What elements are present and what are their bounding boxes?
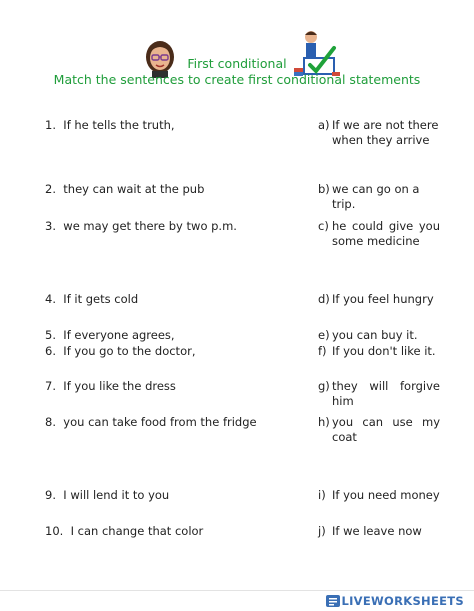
item-text: we can go on a trip. bbox=[332, 182, 420, 211]
item-text: If we are not there bbox=[332, 118, 439, 132]
item-number: 2. bbox=[45, 182, 56, 196]
item-letter: j) bbox=[318, 524, 326, 538]
teacher-checkmark-icon bbox=[294, 28, 340, 78]
right-item-a bbox=[318, 118, 440, 148]
right-item-i bbox=[318, 488, 440, 503]
item-text: you can buy it. bbox=[332, 328, 418, 342]
item-text: you can use my bbox=[332, 415, 440, 429]
footer-bar bbox=[0, 590, 474, 611]
item-letter: g) bbox=[318, 379, 330, 393]
right-item-d bbox=[318, 292, 440, 307]
item-text: If it gets cold bbox=[63, 292, 139, 306]
left-item-8 bbox=[45, 415, 295, 430]
right-item-h bbox=[318, 415, 440, 445]
left-item-10 bbox=[45, 524, 295, 539]
item-text-line2: him bbox=[332, 394, 354, 408]
item-text: they can wait at the pub bbox=[63, 182, 205, 196]
worksheet-title: First conditional bbox=[187, 56, 287, 71]
item-number: 1. bbox=[45, 118, 56, 132]
worksheet-instruction: Match the sentences to create first conditional statements bbox=[53, 72, 421, 87]
item-number: 9. bbox=[45, 488, 56, 502]
left-item-3 bbox=[45, 219, 295, 234]
item-text: you can take food from the fridge bbox=[63, 415, 257, 429]
right-item-e bbox=[318, 328, 440, 343]
left-item-2 bbox=[45, 182, 295, 197]
item-letter: e) bbox=[318, 328, 330, 342]
item-letter: f) bbox=[318, 344, 327, 358]
item-text: If he tells the truth, bbox=[63, 118, 175, 132]
item-text: If you go to the doctor, bbox=[63, 344, 196, 358]
item-text: If you feel hungry bbox=[332, 292, 434, 306]
item-text: If you need money bbox=[332, 488, 440, 502]
item-text-line2: when they arrive bbox=[332, 133, 430, 147]
item-text: I can change that color bbox=[70, 524, 204, 538]
item-text: If everyone agrees, bbox=[63, 328, 175, 342]
item-text: If we leave now bbox=[332, 524, 422, 538]
item-text: I will lend it to you bbox=[63, 488, 170, 502]
item-text: If you like the dress bbox=[63, 379, 176, 393]
item-letter: i) bbox=[318, 488, 326, 502]
item-text: he could give you bbox=[332, 219, 440, 233]
brand-name: LIVEWORKSHEETS bbox=[341, 594, 464, 608]
left-item-4 bbox=[45, 292, 295, 307]
left-item-6 bbox=[45, 344, 295, 359]
item-letter: c) bbox=[318, 219, 329, 233]
item-text: we may get there by two p.m. bbox=[63, 219, 237, 233]
item-letter: a) bbox=[318, 118, 330, 132]
item-number: 4. bbox=[45, 292, 56, 306]
item-text-line2: coat bbox=[332, 430, 357, 444]
right-item-f bbox=[318, 344, 440, 359]
item-text: they will forgive bbox=[332, 379, 440, 393]
item-number: 8. bbox=[45, 415, 56, 429]
item-letter: d) bbox=[318, 292, 330, 306]
right-item-j bbox=[318, 524, 440, 539]
right-item-c bbox=[318, 219, 440, 249]
right-item-g bbox=[318, 379, 440, 409]
left-item-1 bbox=[45, 118, 295, 133]
liveworksheets-logo-icon bbox=[325, 594, 341, 608]
right-item-b bbox=[318, 182, 440, 212]
left-item-9 bbox=[45, 488, 295, 503]
item-letter: h) bbox=[318, 415, 330, 429]
item-text-line2: some medicine bbox=[332, 234, 420, 248]
item-number: 3. bbox=[45, 219, 56, 233]
item-text: If you don't like it. bbox=[332, 344, 436, 358]
left-item-5 bbox=[45, 328, 295, 343]
left-item-7 bbox=[45, 379, 295, 394]
item-number: 7. bbox=[45, 379, 56, 393]
item-letter: b) bbox=[318, 182, 330, 196]
liveworksheets-logo[interactable] bbox=[325, 594, 464, 608]
item-number: 10. bbox=[45, 524, 64, 538]
item-number: 6. bbox=[45, 344, 56, 358]
item-number: 5. bbox=[45, 328, 56, 342]
